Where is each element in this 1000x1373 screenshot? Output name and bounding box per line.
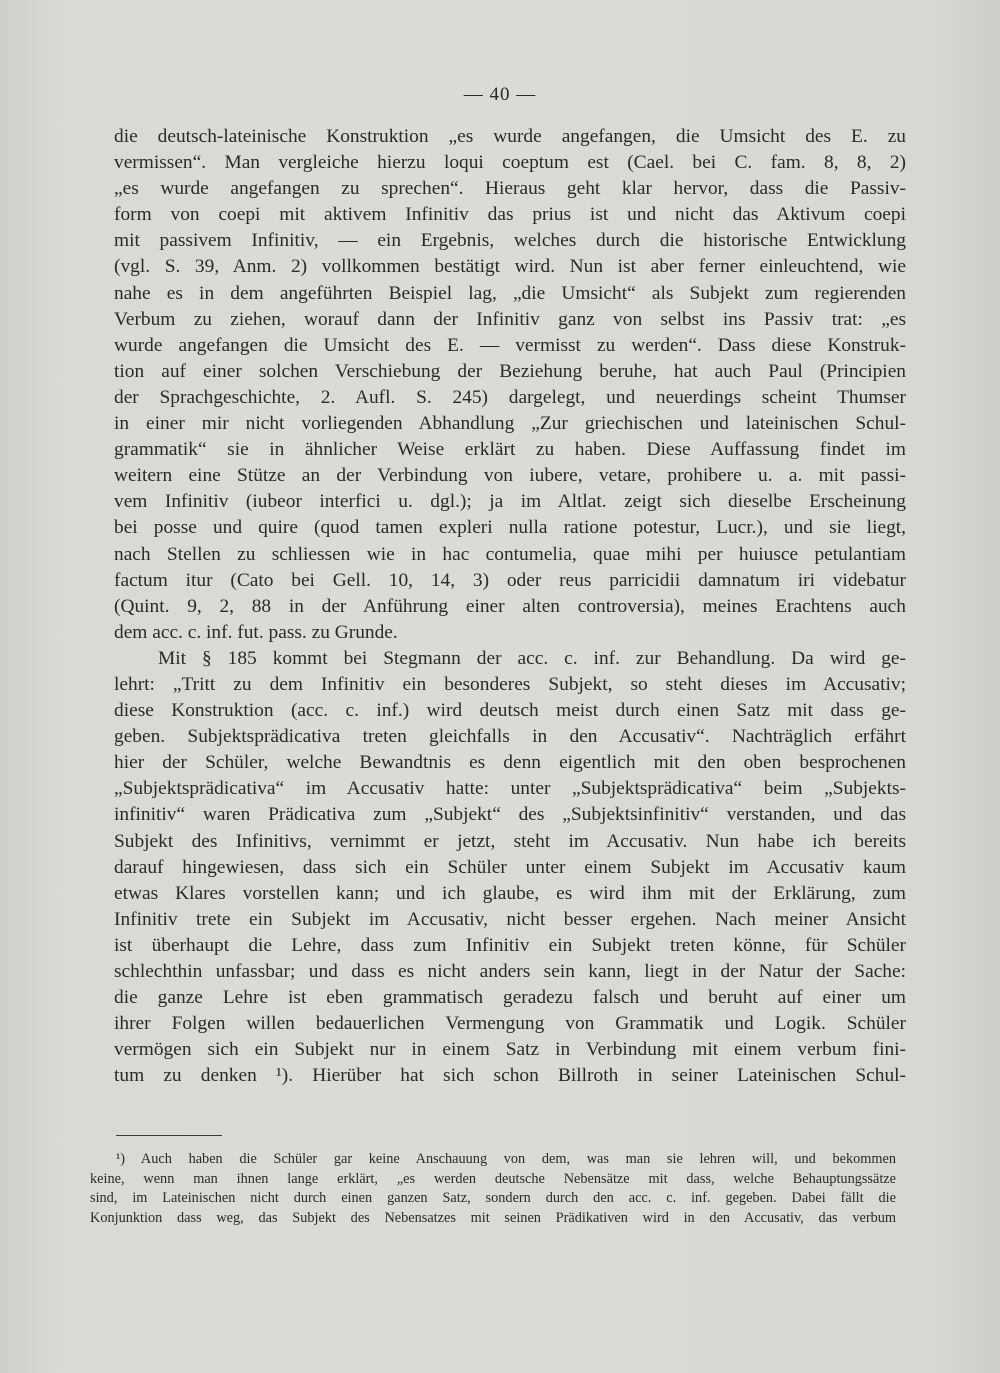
footnote-line: ¹) Auch haben die Schüler gar keine Anschauung von dem, was man sie lehren will, und bekommen <box>116 1151 896 1167</box>
footnote-line: keine, wenn man ihnen lange erklärt, „es werden deutsche Nebensätze mit dass, welche Behauptungssätze <box>90 1170 896 1187</box>
text-line: tum zu denken ¹). Hierüber hat sich schon Billroth in seiner Lateinischen Schul- <box>114 1065 906 1087</box>
text-line: dem acc. c. inf. fut. pass. zu Grunde. <box>114 621 398 643</box>
text-line: Subjekt des Infinitivs, vernimmt er jetzt, steht im Accusativ. Nun habe ich bereits <box>114 830 906 852</box>
text-line: die deutsch-lateinische Konstruktion „es wurde angefangen, die Umsicht des E. zu <box>114 126 906 147</box>
footnote-divider <box>116 1135 222 1136</box>
text-line: Mit § 185 kommt bei Stegmann der acc. c. inf. zur Behandlung. Da wird ge- <box>158 647 906 669</box>
text-line: darauf hingewiesen, dass sich ein Schüler unter einem Subjekt im Accusativ kaum <box>114 856 906 878</box>
text-line: weitern eine Stütze an der Verbindung von iubere, vetare, prohibere u. a. mit passi- <box>114 465 906 487</box>
text-line: tion auf einer solchen Verschiebung der Beziehung beruhe, hat auch Paul (Principien <box>114 360 906 382</box>
text-line: „Subjektsprädicativa“ im Accusativ hatte: unter „Subjektsprädicativa“ beim „Subjekts- <box>114 778 906 800</box>
text-line: ist überhaupt die Lehre, dass zum Infinitiv ein Subjekt treten könne, für Schüler <box>114 934 906 956</box>
text-line: der Sprachgeschichte, 2. Aufl. S. 245) dargelegt, und neuerdings scheint Thumser <box>114 386 906 408</box>
text-line: „es wurde angefangen zu sprechen“. Hieraus geht klar hervor, dass die Passiv- <box>114 178 906 200</box>
text-line: nach Stellen zu schliessen wie in hac contumelia, quae mihi per huiusce petulantiam <box>114 543 906 565</box>
text-line: (Quint. 9, 2, 88 in der Anführung einer alten controversia), meines Erachtens auch <box>114 595 906 617</box>
body-text <box>114 124 906 1089</box>
text-line: die ganze Lehre ist eben grammatisch geradezu falsch und beruht auf einer um <box>114 987 906 1009</box>
text-line: factum itur (Cato bei Gell. 10, 14, 3) oder reus parricidii damnatum iri videbatur <box>114 569 906 591</box>
page-number: — 40 — <box>463 84 537 105</box>
text-line: vermissen“. Man vergleiche hierzu loqui coeptum est (Cael. bei C. fam. 8, 8, 2) <box>114 152 906 174</box>
text-line: bei posse und quire (quod tamen expleri nulla ratione potestur, Lucr.), und sie liegt, <box>114 517 906 539</box>
text-line: hier der Schüler, welche Bewandtnis es denn eigentlich mit den oben besprochenen <box>114 752 906 774</box>
text-line: etwas Klares vorstellen kann; und ich glaube, es wird ihm mit der Erklärung, zum <box>114 882 906 904</box>
text-line: schlechthin unfassbar; und dass es nicht anders sein kann, liegt in der Natur der Sache: <box>114 961 906 982</box>
text-line: infinitiv“ waren Prädicativa zum „Subjekt“ des „Subjektsinfinitiv“ verstanden, und das <box>114 804 906 826</box>
text-line: Verbum zu ziehen, worauf dann der Infinitiv ganz von selbst ins Passiv trat: „es <box>114 308 906 330</box>
text-line: form von coepi mit aktivem Infinitiv das prius ist und nicht das Aktivum coepi <box>114 204 906 226</box>
footnote-line: sind, im Lateinischen nicht durch einen ganzen Satz, sondern durch den acc. c. inf. gegeben. Dabei fällt die <box>90 1190 896 1206</box>
text-line: lehrt: „Tritt zu dem Infinitiv ein besonderes Subjekt, so steht dieses im Accusativ; <box>114 673 906 695</box>
text-line: vem Infinitiv (iubeor interfici u. dgl.); ja im Altlat. zeigt sich dieselbe Erscheinung <box>114 491 906 513</box>
text-line: mit passivem Infinitiv, — ein Ergebnis, welches durch die historische Entwicklung <box>114 230 906 252</box>
footnotes <box>90 1150 896 1228</box>
text-line: (vgl. S. 39, Anm. 2) vollkommen bestätigt wird. Nun ist aber ferner einleuchtend, wie <box>114 256 906 278</box>
text-line: Infinitiv trete ein Subjekt im Accusativ, nicht besser ergehen. Nach meiner Ansicht <box>114 908 906 930</box>
text-line: in einer mir nicht vorliegenden Abhandlung „Zur griechischen und lateinischen Schul- <box>114 413 906 435</box>
text-line: nahe es in dem angeführten Beispiel lag, „die Umsicht“ als Subjekt zum regierenden <box>114 282 906 304</box>
text-line: wurde angefangen die Umsicht des E. — vermisst zu werden“. Dass diese Konstruk- <box>114 334 906 356</box>
text-line: grammatik“ sie in ähnlicher Weise erklärt zu haben. Diese Auffassung findet im <box>114 439 906 461</box>
footnote-line: Konjunktion dass weg, das Subjekt des Nebensatzes mit seinen Prädikativen wird in den Accusativ, das verbum <box>90 1209 896 1226</box>
text-line: ihrer Folgen willen bedauerlichen Vermengung von Grammatik und Logik. Schüler <box>114 1013 906 1035</box>
text-line: vermögen sich ein Subjekt nur in einem Satz in Verbindung mit einem verbum fini- <box>114 1039 906 1061</box>
text-line: diese Konstruktion (acc. c. inf.) wird deutsch meist durch einen Satz mit dass ge- <box>114 700 906 722</box>
text-line: geben. Subjektsprädicativa treten gleichfalls in den Accusativ“. Nachträglich erfährt <box>114 726 906 748</box>
